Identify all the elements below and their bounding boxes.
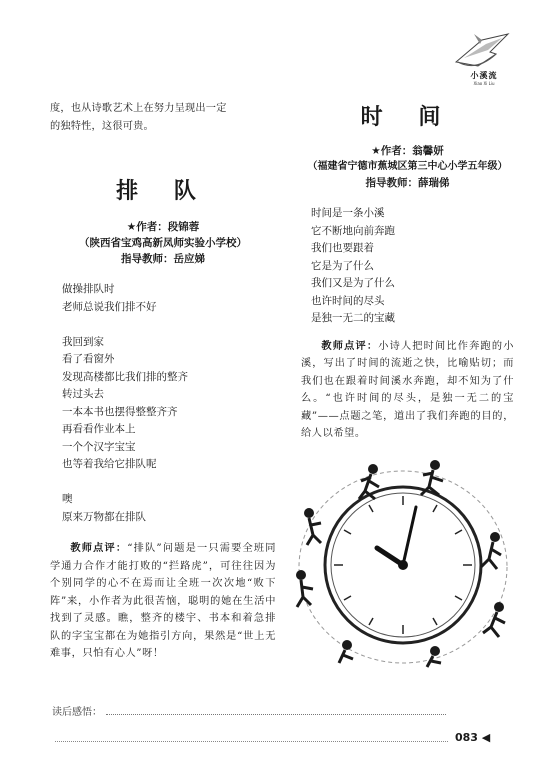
poem-line: 发现高楼都比我们排的整齐 <box>62 370 188 383</box>
left-column <box>50 100 276 663</box>
reflection-line <box>52 703 462 718</box>
reflection-blank <box>106 714 446 715</box>
reflection-label: 读后感悟： <box>52 707 102 718</box>
page-arrow-icon: ◀ <box>477 731 491 744</box>
poem-school: （陕西省宝鸡高新凤师实验小学校） <box>79 237 247 249</box>
poem-line: 看了看窗外 <box>62 353 115 365</box>
comment-text: 小诗人把时间比作奔跑的小溪，写出了时间的流逝之快，比喻贴切；而我们也在跟着时间溪水奔跑，却不知为了什么。“也许时间的尽头，是独一无二的宝藏”——点题之笔，道出了我们奔跑的目的，给人以希望。 <box>301 340 515 439</box>
poem-author: ★作者：段锦蓉 <box>126 221 200 233</box>
poem-line: 老师总说我们排不好 <box>62 300 157 313</box>
right-column <box>301 100 514 443</box>
continuation-line: 度，也从诗歌艺术上在努力呈现出一定 <box>50 103 227 114</box>
poem-line: 噢 <box>62 493 73 505</box>
poem-line: 我们又是为了什么 <box>311 277 395 289</box>
clock-illustration <box>285 455 527 670</box>
comment-text: “排队”问题是一只需要全班同学通力合作才能打败的“拦路虎”，可往往因为个别同学的心不在焉而让全班一次次地“败下阵”来，小作者为此很苦恼，聪明的她在生活中找到了灵感。瞧，整齐的楼宇、书本和着急排队的字宝宝都在为她指引方向，果然是“世上无难事，只怕有心人”呀！ <box>50 543 276 659</box>
poem-teacher: 指导教师：薛瑞俤 <box>365 177 450 189</box>
teacher-comment <box>50 540 276 663</box>
comment-label: 教师点评： <box>321 339 379 352</box>
logo-name: 小溪流 <box>470 71 498 80</box>
poem-line: 也等着我给它排队呢 <box>62 458 157 470</box>
clock-icon <box>285 455 527 670</box>
poem-line: 我回到家 <box>62 335 104 348</box>
poem-line: 时间是一条小溪 <box>311 207 385 219</box>
poem-line: 一个个汉字宝宝 <box>62 440 136 453</box>
poem-line: 也许时间的尽头 <box>311 294 385 307</box>
poem-line: 它不断地向前奔跑 <box>311 224 395 237</box>
poem-title: 排 队 <box>116 179 210 204</box>
poem-line: 我们也要跟着 <box>311 242 374 254</box>
teacher-comment <box>301 338 514 443</box>
poem-author: ★作者：翁馨妍 <box>371 145 444 157</box>
poem-line: 它是为了什么 <box>311 259 374 272</box>
poem-line: 转过头去 <box>62 388 104 400</box>
poem-line: 做操排队时 <box>62 283 115 295</box>
poem-line: 一本本书也摆得整整齐齐 <box>62 405 178 418</box>
poem-body <box>50 281 276 526</box>
poem-line: 再看看作业本上 <box>62 423 136 435</box>
poem-teacher: 指导教师：岳应娣 <box>121 253 205 265</box>
poem-line: 是独一无二的宝藏 <box>311 312 395 324</box>
poem-body <box>301 205 514 328</box>
logo-subtitle: Xiao Xi Liu <box>473 81 495 86</box>
poem-school: （福建省宁德市蕉城区第三中心小学五年级） <box>307 161 508 172</box>
poem-line: 原来万物都在排队 <box>62 510 146 523</box>
footer-divider <box>55 741 448 742</box>
poem-title: 时 间 <box>360 105 455 130</box>
continuation-line: 的独特性，这很可贵。 <box>50 121 154 132</box>
comment-label: 教师点评： <box>70 542 128 554</box>
page-number: 083 ◀ <box>455 731 491 744</box>
